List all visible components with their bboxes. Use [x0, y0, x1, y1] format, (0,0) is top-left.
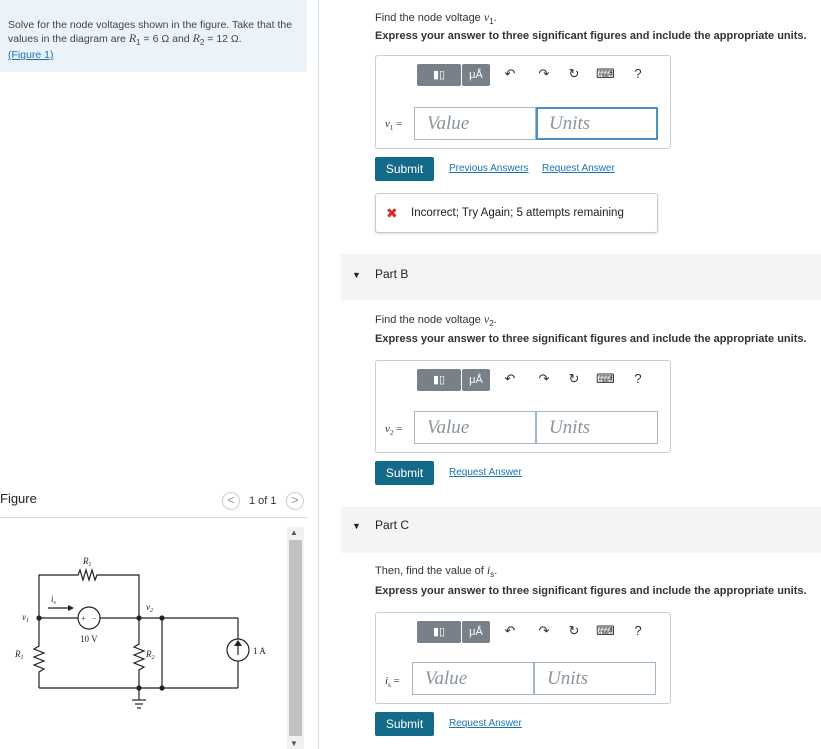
- units-button[interactable]: μÅ: [462, 64, 490, 86]
- redo-icon[interactable]: ↷: [538, 623, 550, 638]
- pane-divider: [318, 0, 319, 749]
- part-b-instruction: Express your answer to three significant figures and include the appropriate units.: [375, 333, 807, 345]
- part-c-title: Part C: [375, 518, 410, 532]
- label-source-current: 1 A: [253, 646, 266, 656]
- label-minus: −: [92, 614, 97, 623]
- current-source-arrow-head: [234, 640, 242, 646]
- r2-symbol: R: [192, 31, 200, 45]
- incorrect-icon: ✖: [386, 205, 398, 221]
- figure-divider: [0, 517, 307, 518]
- redo-icon[interactable]: ↷: [538, 66, 550, 81]
- node-v2-right-dot: [159, 615, 164, 620]
- figure-heading: Figure: [0, 491, 37, 506]
- part-b-title: Part B: [375, 267, 409, 281]
- part-a-var-label: $v_1$ =: [385, 118, 403, 133]
- previous-figure-button[interactable]: <: [222, 492, 240, 510]
- keyboard-icon[interactable]: ⌨: [596, 371, 615, 386]
- units-button[interactable]: μÅ: [462, 621, 490, 643]
- label-v2: $v_2$: [146, 602, 153, 614]
- node-v2-dot: [136, 615, 141, 620]
- figure-pager-label: 1 of 1: [249, 495, 277, 507]
- undo-icon[interactable]: ↶: [504, 371, 516, 386]
- problem-text-b: = 6 Ω and: [140, 33, 193, 45]
- label-v1: $v_1$: [22, 612, 29, 624]
- r2-subscript: 2: [199, 38, 205, 48]
- part-c-header[interactable]: [341, 507, 821, 553]
- bottom-right-node-dot: [159, 685, 164, 690]
- part-c-request-answer-link[interactable]: Request Answer: [449, 718, 522, 729]
- figure-scrollbar-thumb[interactable]: [289, 540, 302, 736]
- part-a-previous-answers-link[interactable]: Previous Answers: [449, 163, 529, 174]
- label-r2: $R_2$: [146, 649, 155, 661]
- help-icon[interactable]: ?: [634, 371, 642, 386]
- part-b-var-label: $v_2$ =: [385, 423, 403, 438]
- part-c-submit-button[interactable]: Submit: [375, 712, 434, 736]
- part-a-units-input[interactable]: Units: [536, 107, 658, 140]
- part-c-caret-icon[interactable]: ▼: [352, 521, 361, 531]
- r1-subscript: 1: [136, 38, 141, 48]
- feedback-text: Incorrect; Try Again; 5 attempts remaining: [411, 207, 624, 219]
- part-c-units-input[interactable]: Units: [534, 662, 656, 695]
- part-a-prompt: Find the node voltage $v_1$.: [375, 10, 497, 27]
- reset-icon[interactable]: ↻: [568, 66, 580, 81]
- part-c-prompt: Then, find the value of $i_s$.: [375, 563, 498, 580]
- part-b-header[interactable]: [341, 254, 821, 300]
- circuit-diagram: [0, 540, 285, 730]
- scroll-up-arrow-icon[interactable]: ▲: [290, 528, 298, 537]
- part-b-caret-icon[interactable]: ▼: [352, 270, 361, 280]
- units-button[interactable]: μÅ: [462, 369, 490, 391]
- part-c-var-label: $i_s$ =: [385, 675, 400, 690]
- label-source-voltage: 10 V: [80, 634, 98, 644]
- help-icon[interactable]: ?: [634, 623, 642, 638]
- r1-symbol: R: [128, 31, 137, 45]
- figure-link[interactable]: (Figure 1): [8, 49, 54, 62]
- help-icon[interactable]: ?: [634, 66, 642, 81]
- scroll-down-arrow-icon[interactable]: ▼: [290, 739, 298, 748]
- part-a-instruction: Express your answer to three significant figures and include the appropriate units.: [375, 30, 807, 42]
- part-a-answer-box: [375, 55, 671, 149]
- part-a-feedback: [375, 193, 658, 233]
- problem-text-c: = 12 Ω.: [204, 33, 242, 45]
- part-a-request-answer-link[interactable]: Request Answer: [542, 163, 615, 174]
- part-a-value-input[interactable]: Value: [414, 107, 536, 140]
- part-c-answer-box: [375, 612, 671, 704]
- reset-icon[interactable]: ↻: [568, 623, 580, 638]
- r2-resistor: [134, 618, 144, 688]
- reset-icon[interactable]: ↻: [568, 371, 580, 386]
- part-b-submit-button[interactable]: Submit: [375, 461, 434, 485]
- next-figure-button[interactable]: >: [286, 492, 304, 510]
- part-b-request-answer-link[interactable]: Request Answer: [449, 467, 522, 478]
- label-plus: +: [81, 614, 86, 623]
- is-arrow-head: [68, 605, 74, 611]
- part-b-prompt: Find the node voltage $v_2$.: [375, 312, 497, 329]
- label-is: $i_s$: [51, 594, 56, 606]
- redo-icon[interactable]: ↷: [538, 371, 550, 386]
- part-c-value-input[interactable]: Value: [412, 662, 534, 695]
- problem-text-a: Solve for the node voltages shown in the figure. Take that the values in the diagram are: [8, 19, 293, 45]
- part-c-instruction: Express your answer to three significant figures and include the appropriate units.: [375, 585, 807, 597]
- left-r1-resistor: [34, 640, 44, 688]
- keyboard-icon[interactable]: ⌨: [596, 623, 615, 638]
- undo-icon[interactable]: ↶: [504, 66, 516, 81]
- top-r1-resistor-wire: [39, 570, 139, 580]
- part-b-answer-box: [375, 360, 671, 453]
- template-button[interactable]: ▮▯: [417, 369, 461, 391]
- template-button[interactable]: ▮▯: [417, 621, 461, 643]
- template-button[interactable]: ▮▯: [417, 64, 461, 86]
- problem-statement: [0, 0, 307, 72]
- part-a-submit-button[interactable]: Submit: [375, 157, 434, 181]
- bottom-node-dot: [136, 685, 141, 690]
- label-r1-top: $R_1$: [83, 556, 92, 568]
- part-b-units-input[interactable]: Units: [536, 411, 658, 444]
- undo-icon[interactable]: ↶: [504, 623, 516, 638]
- label-r1-left: $R_1$: [15, 649, 24, 661]
- keyboard-icon[interactable]: ⌨: [596, 66, 615, 81]
- part-b-value-input[interactable]: Value: [414, 411, 536, 444]
- node-v1-dot: [36, 615, 41, 620]
